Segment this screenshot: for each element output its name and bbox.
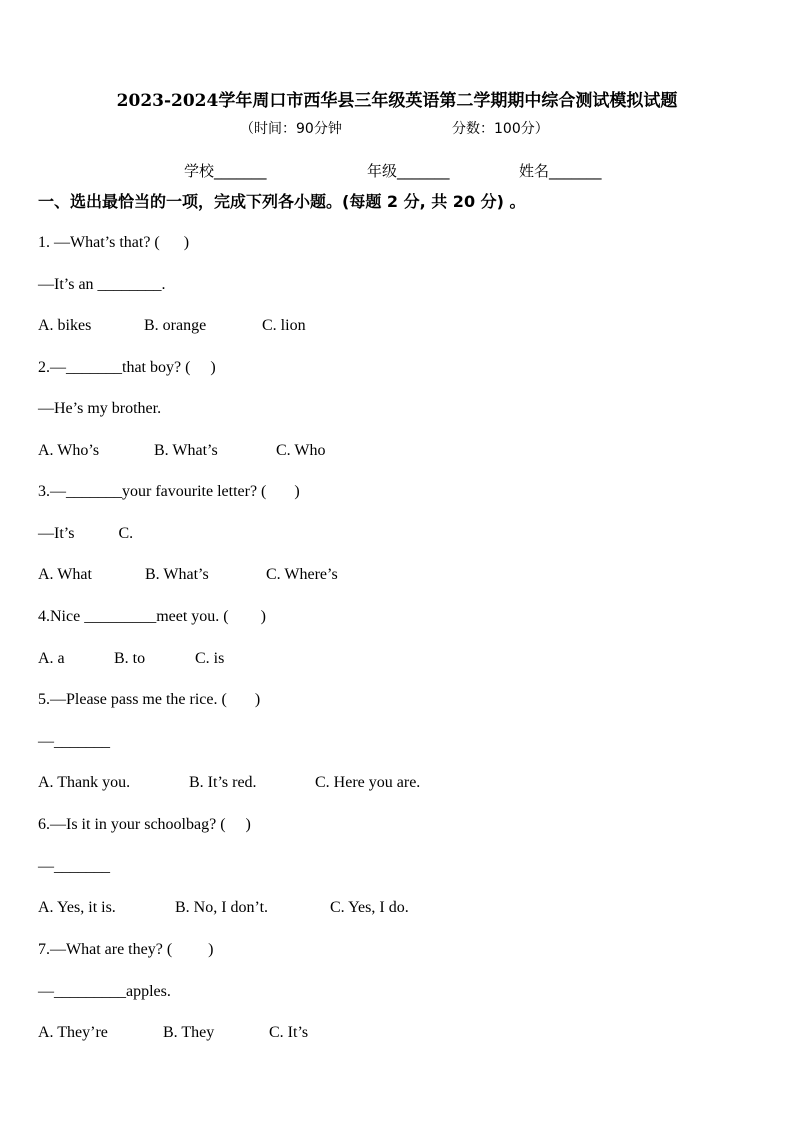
option-c: C. Who xyxy=(276,442,326,459)
option-b: B. It’s red. xyxy=(189,774,257,791)
option-b: B. They xyxy=(163,1024,215,1041)
question-5-options xyxy=(38,773,420,793)
name-field: 姓名_______ xyxy=(519,162,602,180)
question-4-prompt: 4.Nice _________meet you. ( ) xyxy=(38,608,266,625)
option-b: B. What’s xyxy=(154,442,218,459)
option-a: A. What xyxy=(38,566,92,583)
option-c: C. is xyxy=(195,650,225,667)
question-3-options xyxy=(38,565,338,585)
option-b: B. to xyxy=(114,650,146,667)
option-c: C. Here you are. xyxy=(315,774,421,791)
option-a: A. Thank you. xyxy=(38,774,131,791)
option-a: A. They’re xyxy=(38,1024,108,1041)
option-a: A. bikes xyxy=(38,317,92,334)
question-3-prompt: 3.—_______your favourite letter? ( ) xyxy=(38,483,300,500)
option-c: C. lion xyxy=(262,317,306,334)
question-7-options xyxy=(38,1023,308,1043)
option-a: A. Who’s xyxy=(38,442,100,459)
question-2-answer-line: —He’s my brother. xyxy=(38,400,162,417)
question-6-prompt: 6.—Is it in your schoolbag? ( ) xyxy=(38,816,251,833)
option-b: B. No, I don’t. xyxy=(175,899,269,916)
question-6-options xyxy=(38,898,409,918)
question-5-prompt: 5.—Please pass me the rice. ( ) xyxy=(38,691,261,708)
question-7-answer-line: —_________apples. xyxy=(38,983,171,1000)
question-3-answer-line: —It’s C. xyxy=(38,525,134,542)
question-4-options xyxy=(38,649,224,669)
question-1-answer-line: —It’s an ________. xyxy=(38,276,166,293)
option-c: C. Yes, I do. xyxy=(330,899,409,916)
option-c: C. Where’s xyxy=(266,566,338,583)
option-c: C. It’s xyxy=(269,1024,309,1041)
question-6-answer-line: —_______ xyxy=(38,858,110,875)
grade-field: 年级_______ xyxy=(367,162,450,180)
question-7-prompt: 7.—What are they? ( ) xyxy=(38,941,214,958)
question-1-prompt: 1. —What’s that? ( ) xyxy=(38,234,190,251)
school-field: 学校_______ xyxy=(184,162,267,180)
option-b: B. orange xyxy=(144,317,207,334)
option-a: A. a xyxy=(38,650,65,667)
question-5-answer-line: —_______ xyxy=(38,733,110,750)
option-a: A. Yes, it is. xyxy=(38,899,116,916)
exam-time: （时间：90分钟 xyxy=(240,121,342,137)
question-2-prompt: 2.—_______that boy? ( ) xyxy=(38,359,216,376)
section-heading: 一、选出最恰当的一项，完成下列各小题。(每题 2 分, 共 20 分) 。 xyxy=(38,192,526,211)
exam-score: 分数：100分） xyxy=(452,121,549,137)
question-1-options xyxy=(38,316,306,336)
question-2-options xyxy=(38,441,325,461)
exam-title: 2023-2024学年周口市西华县三年级英语第二学期期中综合测试模拟试题 xyxy=(116,91,678,111)
option-b: B. What’s xyxy=(145,566,209,583)
